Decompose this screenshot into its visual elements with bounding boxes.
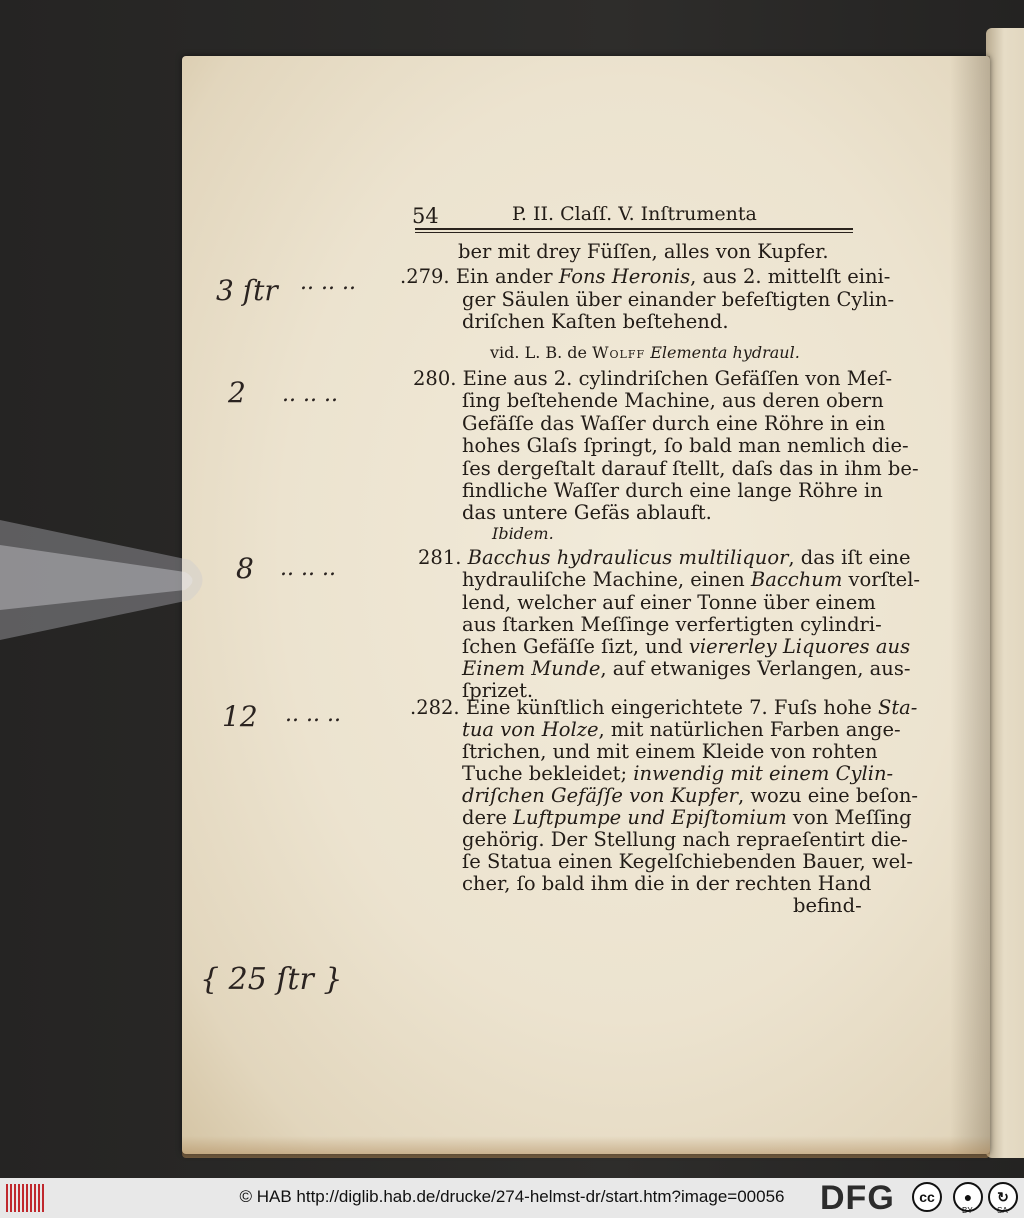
footer-copyright-link[interactable]: © HAB http://diglib.hab.de/drucke/274-helmst-dr/start.htm?image=00056 bbox=[239, 1187, 785, 1206]
gutter-shadow bbox=[950, 56, 990, 1154]
cc-sa-label: SA bbox=[997, 1206, 1008, 1215]
handwritten-price-282: 12 bbox=[222, 700, 258, 733]
handwritten-total: { 25 ſtr } bbox=[200, 962, 343, 997]
glass-glare bbox=[0, 0, 260, 700]
text-line: hohes Glaſs ſpringt, ſo bald man nemlich die- bbox=[462, 434, 909, 457]
header-rule bbox=[415, 228, 853, 230]
entry-282: .282. Eine künſtlich eingerichtete 7. Fuſs hohe Sta- bbox=[410, 696, 918, 719]
cc-by-label: BY bbox=[962, 1206, 973, 1215]
handwritten-dashes: .. .. .. bbox=[280, 556, 336, 581]
footer-bar bbox=[0, 1178, 1024, 1218]
text-line: Einem Munde, auf etwaniges Verlangen, aus- bbox=[462, 657, 911, 680]
entry-280: 280. Eine aus 2. cylindriſchen Gefäſſen von Meſ- bbox=[413, 367, 893, 390]
reference-ibidem: Ibidem. bbox=[492, 524, 554, 543]
dfg-logo: DFG bbox=[820, 1179, 895, 1217]
handwritten-dashes: .. .. .. bbox=[285, 702, 341, 727]
text-line: cher, ſo bald ihm die in der rechten Hand bbox=[462, 872, 872, 895]
running-title: P. II. Claſſ. V. Inſtrumenta bbox=[512, 203, 757, 225]
text-line: ſe Statua einen Kegelſchiebenden Bauer, wel- bbox=[462, 850, 913, 873]
text-line: driſchen Kaſten beſtehend. bbox=[462, 310, 729, 333]
text-line: aus ſtarken Meſſinge verfertigten cylindri- bbox=[462, 613, 882, 636]
entry-281: 281. Bacchus hydraulicus multiliquor, das iſt eine bbox=[418, 546, 911, 569]
text-line: Gefäſſe das Waſſer durch eine Röhre in ein bbox=[462, 412, 886, 435]
facing-page-edge bbox=[986, 28, 1024, 1158]
text-line: ger Säulen über einander befeſtigten Cylin- bbox=[462, 288, 895, 311]
header-rule-thin bbox=[415, 232, 853, 233]
text-line: ſtrichen, und mit einem Kleide von rohten bbox=[462, 740, 878, 763]
catchword: befind- bbox=[793, 894, 862, 917]
page-bottom-stain bbox=[182, 1136, 990, 1158]
text-line: ſprizet. bbox=[462, 679, 534, 702]
text-line: ſes dergeſtalt darauf ſtellt, daſs das in ihm be- bbox=[462, 457, 919, 480]
text-line: das untere Gefäs ablauft. bbox=[462, 501, 712, 524]
text-line: lend, welcher auf einer Tonne über einem bbox=[462, 591, 876, 614]
text-line: gehörig. Der Stellung nach repraeſentirt die- bbox=[462, 828, 908, 851]
text-line: driſchen Gefäſſe von Kupfer, wozu eine beſon- bbox=[462, 784, 919, 807]
handwritten-dashes: .. .. .. bbox=[300, 270, 356, 295]
entry-279: .279. Ein ander Fons Heronis, aus 2. mittelſt eini- bbox=[400, 265, 891, 288]
text-line: Tuche bekleidet; inwendig mit einem Cylin- bbox=[462, 762, 894, 785]
text-line: ſchen Gefäſſe ſizt, und viererley Liquores aus bbox=[462, 635, 911, 658]
handwritten-price-280: 2 bbox=[228, 376, 246, 409]
reference-line: vid. L. B. de Wolff Elementa hydraul. bbox=[490, 343, 800, 362]
cc-icon: cc bbox=[912, 1182, 942, 1212]
text-line: dere Luftpumpe und Epiſtomium von Meſſing bbox=[462, 806, 912, 829]
handwritten-price-279: 3 ſtr bbox=[216, 274, 278, 307]
handwritten-price-281: 8 bbox=[236, 552, 254, 585]
page-number: 54 bbox=[412, 204, 439, 228]
text-line: ber mit drey Füſſen, alles von Kupfer. bbox=[458, 240, 829, 263]
cc-sa-icon: ↻ bbox=[988, 1182, 1018, 1212]
cc-by-icon: ● bbox=[953, 1182, 983, 1212]
text-line: tua von Holze, mit natürlichen Farben ange- bbox=[462, 718, 901, 741]
text-line: hydrauliſche Machine, einen Bacchum vorſtel- bbox=[462, 568, 921, 591]
handwritten-dashes: .. .. .. bbox=[282, 382, 338, 407]
text-line: findliche Waſſer durch eine lange Röhre in bbox=[462, 479, 883, 502]
text-line: ſing beſtehende Machine, aus deren obern bbox=[462, 389, 884, 412]
